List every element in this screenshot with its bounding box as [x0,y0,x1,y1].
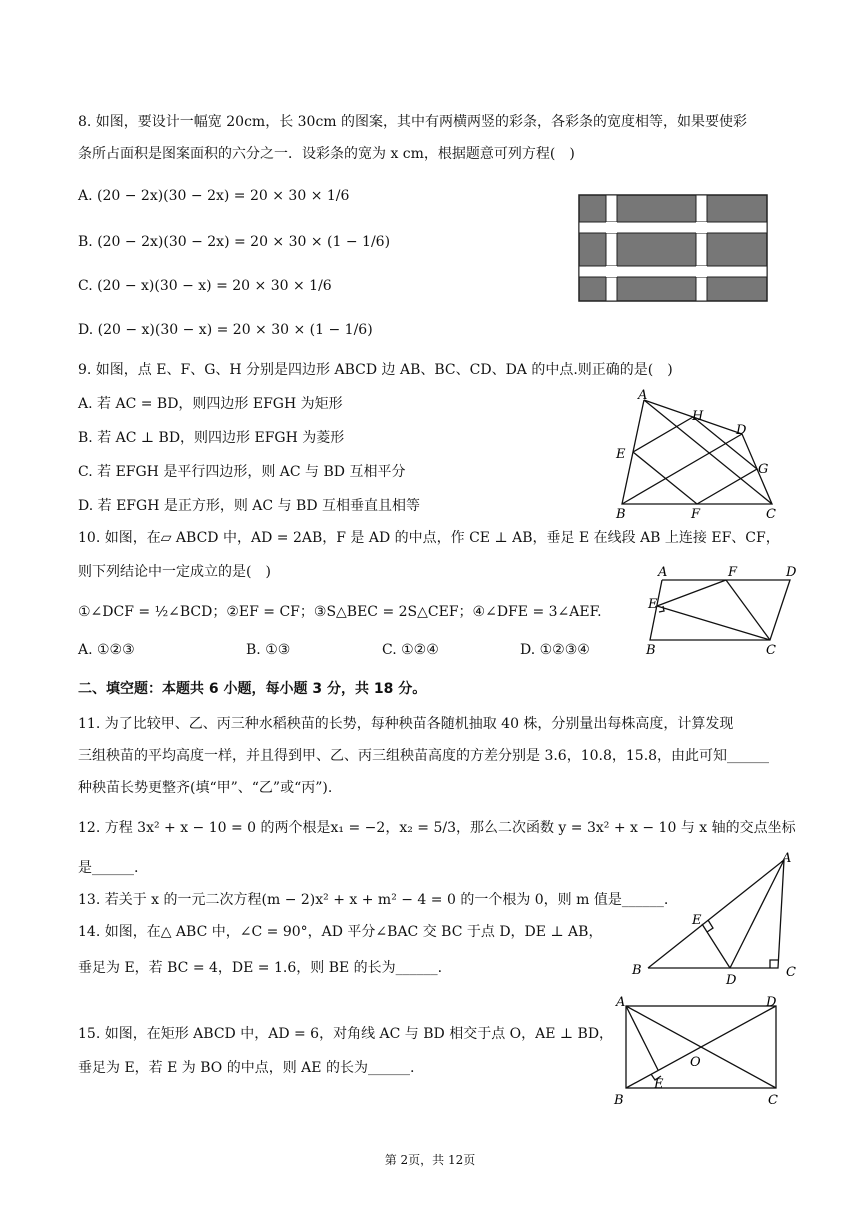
q10-option-d[interactable]: D. ①②③④ [520,642,590,658]
q15-rectangle-figure [610,992,800,1112]
q11-line1: 11. 为了比较甲、乙、丙三种水稻秧苗的长势，每种秧苗各随机抽取 40 株，分别量出每株高度，计算发现 [78,716,734,732]
q9-label-c: C [766,507,776,522]
q8-option-d[interactable]: D. (20 − x)(30 − x) = 20 × 30 × (1 − 1/6) [78,322,373,338]
q15-line1: 15. 如图，在矩形 ABCD 中，AD = 6，对角线 AC 与 BD 相交于点 O，AE ⊥ BD， [78,1026,614,1042]
q15-label-e: E [654,1077,664,1092]
q9-option-a[interactable]: A. 若 AC = BD，则四边形 EFGH 为矩形 [78,396,343,412]
q11-line3: 种秧苗长势更整齐(填“甲”、“乙”或“丙”). [78,780,333,796]
q9-label-a: A [638,388,648,403]
q9-label-b: B [616,507,626,522]
q8-option-a[interactable]: A. (20 − 2x)(30 − 2x) = 20 × 30 × 1/6 [78,188,350,204]
q8-option-b[interactable]: B. (20 − 2x)(30 − 2x) = 20 × 30 × (1 − 1/6) [78,234,391,250]
q14-label-a: A [782,851,792,866]
q13-text: 13. 若关于 x 的一元二次方程(m − 2)x² + x + m² − 4 = 0 的一个根为 0，则 m 值是______. [78,892,669,908]
q15-label-c: C [768,1093,778,1108]
q11-line2: 三组秧苗的平均高度一样，并且得到甲、乙、丙三组秧苗高度的方差分别是 3.6，10.8，15.8，由此可知______ [78,748,770,764]
q15-label-b: B [614,1093,624,1108]
q14-label-c: C [786,965,796,980]
q9-quadrilateral-figure [606,386,786,522]
q15-label-o: O [690,1055,701,1070]
q9-option-b[interactable]: B. 若 AC ⊥ BD，则四边形 EFGH 为菱形 [78,430,345,446]
q10-label-e: E [648,597,658,612]
q10-label-a: A [658,565,668,580]
q8-pattern-figure [578,194,768,302]
q10-option-c[interactable]: C. ①②④ [382,642,439,658]
q9-label-d: D [736,423,747,438]
q15-label-a: A [616,995,626,1010]
q14-line1: 14. 如图，在△ ABC 中，∠C = 90°，AD 平分∠BAC 交 BC 于点 D，DE ⊥ AB， [78,924,603,940]
q10-option-a[interactable]: A. ①②③ [78,642,135,658]
q10-stem-line2: 则下列结论中一定成立的是( ) [78,564,271,580]
q14-line2: 垂足为 E，若 BC = 4，DE = 1.6，则 BE 的长为______. [78,960,443,976]
q14-triangle-figure [628,848,808,988]
q14-label-b: B [632,963,642,978]
q9-label-f: F [691,507,701,522]
q10-label-c: C [766,643,776,656]
q9-label-h: H [692,409,704,424]
q9-option-d[interactable]: D. 若 EFGH 是正方形，则 AC 与 BD 互相垂直且相等 [78,498,420,514]
q8-stem-line2: 条所占面积是图案面积的六分之一．设彩条的宽为 x cm，根据题意可列方程( ) [78,146,575,162]
q10-label-d: D [786,565,797,580]
q10-conclusions: ①∠DCF = ½∠BCD；②EF = CF；③S△BEC = 2S△CEF；④∠DFE = 3∠AEF. [78,604,602,620]
q10-label-f: F [728,565,738,580]
q9-stem: 9. 如图，点 E、F、G、H 分别是四边形 ABCD 边 AB、BC、CD、DA 的中点.则正确的是( ) [78,362,673,378]
q10-label-b: B [646,643,656,656]
q14-label-d: D [726,973,737,988]
q10-option-b[interactable]: B. ①③ [246,642,291,658]
q8-stem-line1: 8. 如图，要设计一幅宽 20cm，长 30cm 的图案，其中有两横两竖的彩条，各彩条的宽度相等，如果要使彩 [78,114,748,130]
q12-line2: 是______. [78,860,139,876]
q15-label-d: D [766,995,777,1010]
q8-option-c[interactable]: C. (20 − x)(30 − x) = 20 × 30 × 1/6 [78,278,332,294]
q9-label-g: G [758,462,769,477]
q15-line2: 垂足为 E，若 E 为 BO 的中点，则 AE 的长为______. [78,1060,415,1076]
q14-label-e: E [692,913,702,928]
q10-stem-line1: 10. 如图，在▱ ABCD 中，AD = 2AB，F 是 AD 的中点，作 CE ⊥ AB，垂足 E 在线段 AB 上连接 EF、CF， [78,530,780,546]
page-footer: 第 2页，共 12页 [384,1153,476,1167]
q12-line1: 12. 方程 3x² + x − 10 = 0 的两个根是x₁ = −2，x₂ = 5/3，那么二次函数 y = 3x² + x − 10 与 x 轴的交点坐标 [78,820,796,836]
section-2-title: 二、填空题：本题共 6 小题，每小题 3 分，共 18 分。 [78,681,427,697]
q9-label-e: E [616,447,626,462]
q10-parallelogram-figure [640,562,800,656]
q9-option-c[interactable]: C. 若 EFGH 是平行四边形，则 AC 与 BD 互相平分 [78,464,406,480]
